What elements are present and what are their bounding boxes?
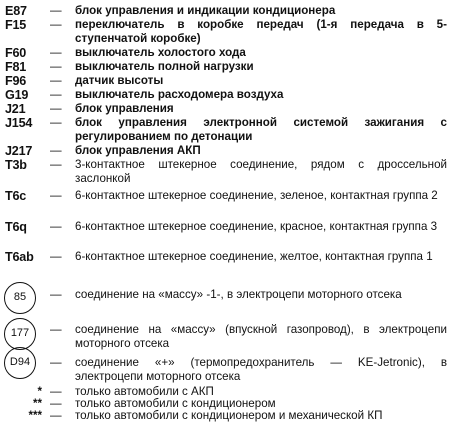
legend-code: J154 bbox=[5, 116, 33, 130]
legend-description: переключатель в коробке передач (1-я передача в 5-ступенчатой коробке) bbox=[75, 18, 447, 45]
footnote-marker: ** bbox=[32, 397, 42, 410]
legend-dash: — bbox=[50, 46, 62, 59]
legend-dash: — bbox=[50, 74, 62, 87]
legend-dash: — bbox=[50, 144, 62, 157]
footnote-text: только автомобили с АКП bbox=[75, 385, 214, 398]
legend-dash: — bbox=[50, 102, 62, 115]
legend-dash: — bbox=[50, 116, 62, 129]
legend-code: T3b bbox=[5, 158, 27, 172]
footnote-marker: *** bbox=[28, 409, 42, 422]
legend-dash: — bbox=[50, 4, 62, 17]
legend-description: датчик высоты bbox=[75, 74, 164, 87]
legend-code: T6q bbox=[5, 220, 27, 234]
legend-description: блок управления АКП bbox=[75, 144, 201, 157]
footnote-text: только автомобили с кондиционером bbox=[75, 397, 276, 410]
legend-description: 6-контактное штекерное соединение, красное, контактная группа 3 bbox=[75, 220, 438, 233]
legend-code: F81 bbox=[5, 60, 27, 74]
legend-code: F60 bbox=[5, 46, 27, 60]
symbol-dash: — bbox=[50, 356, 62, 369]
legend-dash: — bbox=[50, 250, 62, 263]
footnote-dash: — bbox=[50, 409, 62, 422]
legend-description: 6-контактное штекерное соединение, желтое, контактная группа 1 bbox=[75, 250, 433, 263]
footnote-dash: — bbox=[50, 397, 62, 410]
legend-dash: — bbox=[50, 158, 62, 171]
legend-description: блок управления электронной системой зажигания с регулированием по детонации bbox=[75, 116, 447, 143]
legend-code: J21 bbox=[5, 102, 26, 116]
legend-dash: — bbox=[50, 18, 62, 31]
legend-description: 6-контактное штекерное соединение, зеленое, контактная группа 2 bbox=[75, 189, 438, 202]
legend-code: E87 bbox=[5, 4, 27, 18]
legend-dash: — bbox=[50, 189, 62, 202]
footnote-text: только автомобили с кондиционером и механической КП bbox=[75, 409, 383, 422]
legend-dash: — bbox=[50, 88, 62, 101]
legend-description: 3-контактное штекерное соединение, рядом с дроссельной заслонкой bbox=[75, 158, 447, 185]
legend-code: G19 bbox=[5, 88, 29, 102]
legend-description: блок управления bbox=[75, 102, 174, 115]
positive-connection-symbol: D94 bbox=[4, 347, 36, 379]
legend-code: F96 bbox=[5, 74, 27, 88]
legend-description: выключатель полной нагрузки bbox=[75, 60, 254, 73]
legend-code: T6ab bbox=[5, 250, 34, 264]
ground-point-symbol: 85 bbox=[4, 282, 36, 314]
symbol-description: соединение на «массу» -1-, в электроцепи моторного отсека bbox=[75, 288, 402, 301]
symbol-dash: — bbox=[50, 288, 62, 301]
footnote-marker: * bbox=[37, 385, 42, 398]
legend-code: T6c bbox=[5, 189, 27, 203]
legend-description: выключатель расходомера воздуха bbox=[75, 88, 284, 101]
legend-description: блок управления и индикации кондиционера bbox=[75, 4, 336, 17]
legend-dash: — bbox=[50, 60, 62, 73]
legend-description: выключатель холостого хода bbox=[75, 46, 246, 59]
symbol-description: соединение «+» (термопредохранитель — KE-Jetronic), в электроцепи моторного отсека bbox=[75, 356, 447, 383]
symbol-dash: — bbox=[50, 323, 62, 336]
symbol-description: соединение на «массу» (впускной газопровод), в электроцепи моторного отсека bbox=[75, 323, 447, 350]
legend-code: F15 bbox=[5, 18, 27, 32]
legend-dash: — bbox=[50, 220, 62, 233]
legend-code: J217 bbox=[5, 144, 33, 158]
ground-point-symbol: 177 bbox=[4, 318, 36, 350]
footnote-dash: — bbox=[50, 385, 62, 398]
